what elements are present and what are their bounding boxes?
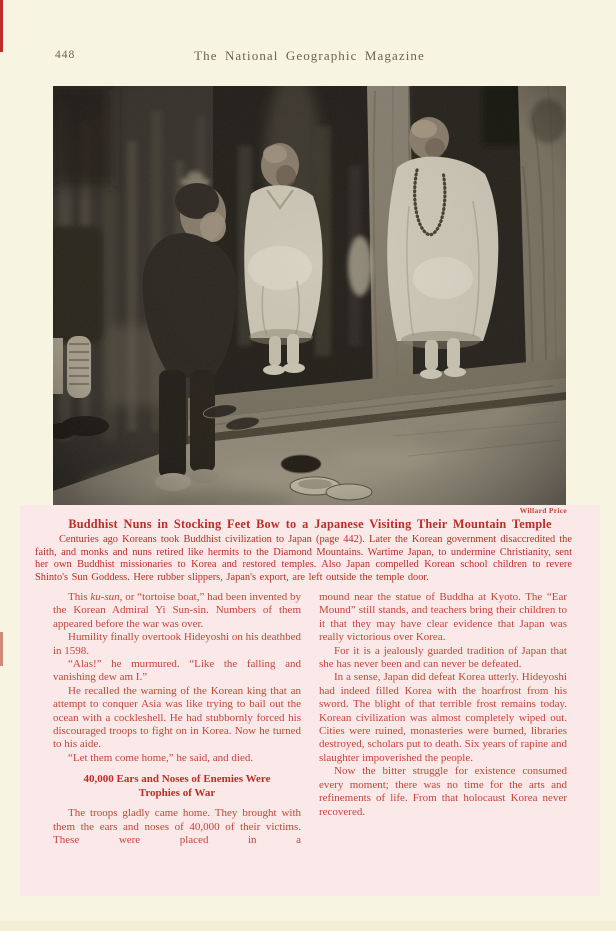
scan-edge-artifact	[0, 632, 3, 666]
paragraph: The troops gladly came home. They brought with them the ears and noses of 40,000 of their victims. These were placed in a	[53, 807, 301, 847]
page-number: 448	[55, 49, 76, 61]
paragraph-text: , or “tortoise boat,” had been invented by the Korean Admiral Yi Sun-sin. Numbers of them appeared before the war was over.	[53, 591, 301, 630]
paragraph: He recalled the warning of the Korean king that an attempt to conquer Asia was like trying to bail out the ocean with a cockleshell. He had stubbornly forced his discouraged troops to fight on in Korea. Now he turned to his aide.	[53, 684, 301, 751]
caption-body: Centuries ago Koreans took Buddhist civilization to Japan (page 442). Later the Korean government disaccredited the faith, and monks and nuns retired like hermits to the Diamond Mountains. Wartime Japan, to undermine Christianity, sent her own Buddhist missionaries to Korea and restored temples. Also Japan compelled Korean school children to revere Shinto's Sun Goddess. Here rubber slippers, Japan's export, are left outside the temple door.	[35, 534, 572, 583]
running-head-title: The National Geographic Magazine	[194, 48, 425, 63]
article-panel	[20, 505, 600, 896]
article-column-left	[53, 591, 301, 893]
article-column-right	[319, 591, 567, 893]
scan-edge-artifact	[0, 921, 616, 931]
paragraph: Humility finally overtook Hideyoshi on his deathbed in 1598.	[53, 631, 301, 657]
paragraph: Now the bitter struggle for existence consumed every moment; there was no time for the arts and refinements of life. From that holocaust Korea never recovered.	[319, 765, 567, 818]
caption-title: Buddhist Nuns in Stocking Feet Bow to a Japanese Visiting Their Mountain Temple	[68, 517, 552, 531]
section-heading: 40,000 Ears and Noses of Enemies Were Trophies of War	[83, 773, 271, 799]
paragraph: mound near the statue of Buddha at Kyoto. The “Ear Mound” still stands, and teachers bring their children to it that they may have clear evidence that Japan was really victorious over Korea.	[319, 591, 567, 644]
paragraph: “Let them come home,” he said, and died.	[68, 751, 254, 764]
photo-grain	[53, 86, 566, 505]
scan-edge-artifact	[0, 0, 3, 52]
photo-credit: Willard Price	[519, 506, 567, 515]
paragraph: In a sense, Japan did defeat Korea utterly. Hideyoshi had indeed filled Korea with the hoarfrost from his sword. The blight of that terrible frost remains today. Korean civilization was almost completely wiped out. Cities were ruined, monasteries were burned, libraries destroyed, scholars put to death. Six years of rapine and slaughter impoverished the people.	[319, 671, 567, 764]
paragraph-text: This	[68, 591, 91, 603]
paragraph: “Alas!” he murmured. “Like the falling and vanishing dew am I.”	[53, 658, 301, 684]
temple-photograph	[53, 86, 566, 505]
article-columns	[53, 591, 567, 893]
temple-photograph-art	[53, 86, 566, 505]
paragraph: For it is a jealously guarded tradition of Japan that she has never been and can never be defeated.	[319, 644, 567, 671]
italic-term: ku-sun	[90, 591, 120, 603]
paragraph	[53, 591, 301, 631]
